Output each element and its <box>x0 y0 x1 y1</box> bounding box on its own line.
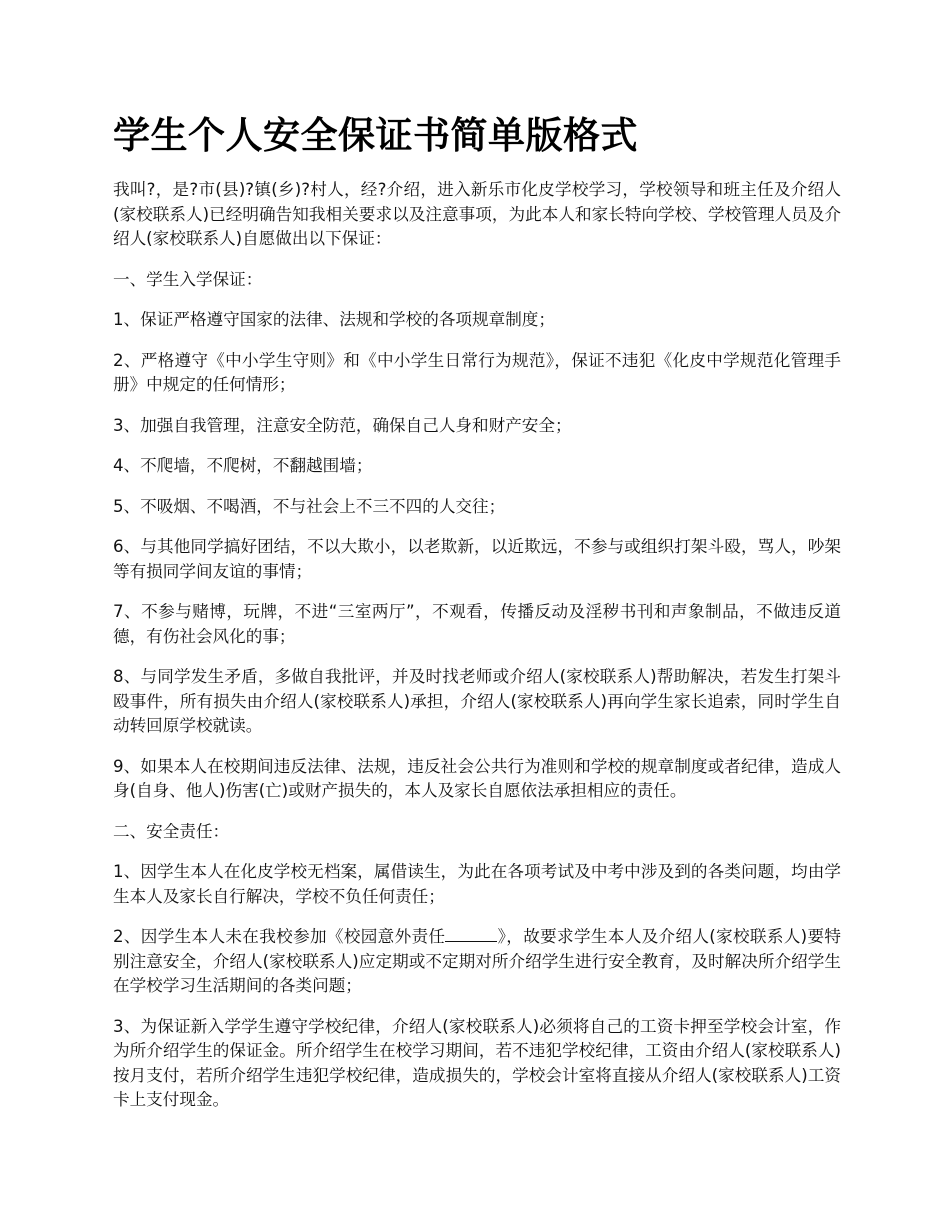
enrollment-item: 8、与同学发生矛盾，多做自我批评，并及时找老师或介绍人(家校联系人)帮助解决，若发生打架斗殴事件，所有损失由介绍人(家校联系人)承担，介绍人(家校联系人)再向学生家长追索，同时学生自动转回原学校就读。 <box>113 667 841 735</box>
enrollment-item: 6、与其他同学搞好团结，不以大欺小，以老欺新，以近欺远，不参与或组织打架斗殴，骂人，吵架等有损同学间友谊的事情； <box>113 537 841 581</box>
safety-item-text-before-blank: 2、因学生本人未在我校参加《校园意外责任 <box>113 927 446 946</box>
page-title: 学生个人安全保证书简单版格式 <box>113 114 638 157</box>
section-heading-enrollment: 一、学生入学保证： <box>113 269 263 289</box>
document-body <box>113 178 841 1129</box>
section-heading-safety: 二、安全责任： <box>113 821 230 841</box>
safety-item <box>113 925 841 999</box>
safety-item: 3、为保证新入学学生遵守学校纪律，介绍人(家校联系人)必须将自己的工资卡押至学校会计室，作为所介绍学生的保证金。所介绍学生在校学习期间，若不违犯学校纪律，工资由介绍人(家校联系人)按月支付，若所介绍学生违犯学校纪律，造成损失的，学校会计室将直接从介绍人(家校联系人)工资卡上支付现金。 <box>113 1016 841 1109</box>
enrollment-item: 5、不吸烟、不喝酒，不与社会上不三不四的人交往； <box>113 496 506 516</box>
enrollment-item: 7、不参与赌博，玩牌，不进“三室两厅”，不观看，传播反动及淫秽书刊和声象制品，不做违反道德，有伤社会风化的事； <box>113 602 841 646</box>
safety-item-text-after-blank: 》，故要求学生本人及介绍人(家校联系人)要特别注意安全，介绍人(家校联系人)应定期或不定期对所介绍学生进行安全教育，及时解决所介绍学生在学校学习生活期间的各类问题； <box>113 927 841 995</box>
safety-item: 1、因学生本人在化皮学校无档案，属借读生，为此在各项考试及中考中涉及到的各类问题，均由学生本人及家长自行解决，学校不负任何责任； <box>113 862 841 906</box>
enrollment-item: 1、保证严格遵守国家的法律、法规和学校的各项规章制度； <box>113 310 555 329</box>
fill-in-blank <box>445 927 497 942</box>
enrollment-item: 2、严格遵守《中小学生守则》和《中小学生日常行为规范》，保证不违犯《化皮中学规范化管理手册》中规定的任何情形； <box>113 350 841 394</box>
enrollment-item: 3、加强自我管理，注意安全防范，确保自己人身和财产安全； <box>113 415 572 435</box>
enrollment-item: 9、如果本人在校期间违反法律、法规，违反社会公共行为准则和学校的规章制度或者纪律，造成人身(自身、他人)伤害(亡)或财产损失的，本人及家长自愿依法承担相应的责任。 <box>113 756 841 800</box>
intro-paragraph: 我叫?，是?市(县)?镇(乡)?村人，经?介绍，进入新乐市化皮学校学习，学校领导和班主任及介绍人(家校联系人)已经明确告知我相关要求以及注意事项，为此本人和家长特向学校、学校管理人员及介绍人(家校联系人)自愿做出以下保证： <box>113 180 841 248</box>
enrollment-item: 4、不爬墙，不爬树，不翻越围墙； <box>113 456 373 475</box>
